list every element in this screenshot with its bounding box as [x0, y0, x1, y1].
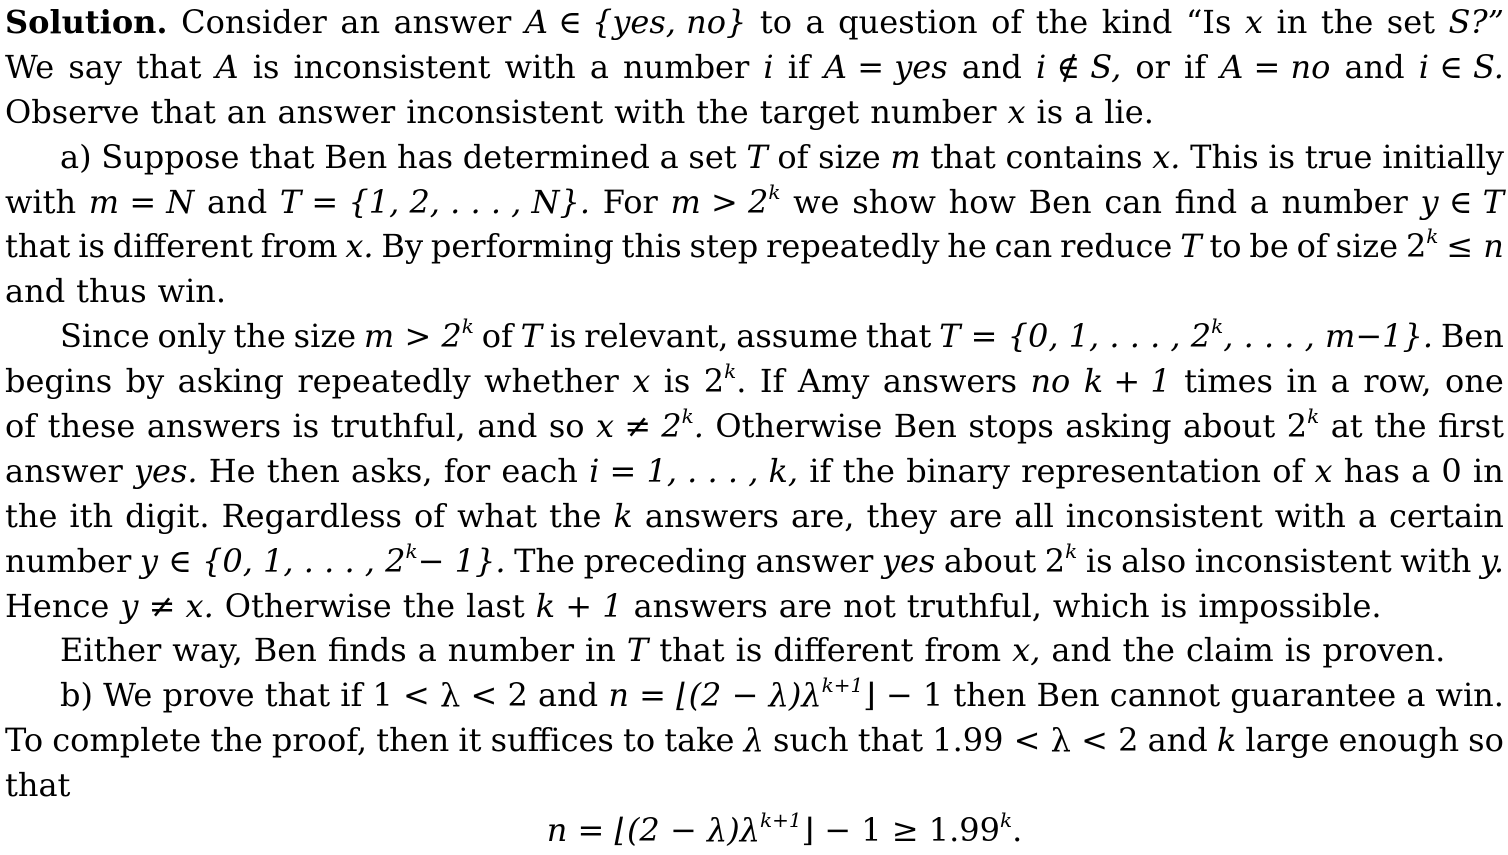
math: i ∉ S,	[1036, 47, 1122, 86]
word: that	[930, 137, 996, 176]
word: yes.	[133, 451, 198, 490]
word: asking	[177, 362, 284, 401]
word: from	[924, 631, 1002, 670]
word: the	[1320, 3, 1374, 41]
math: k	[1216, 721, 1237, 760]
word: an	[226, 92, 267, 131]
word: is	[549, 317, 577, 356]
word: repeatedly	[766, 227, 940, 266]
word: is	[1085, 541, 1113, 580]
word: and	[477, 407, 538, 446]
word: answer	[755, 541, 874, 580]
word: ith	[69, 496, 114, 535]
word: kind	[1101, 3, 1173, 41]
word: different	[112, 227, 253, 266]
math: x	[1244, 3, 1263, 41]
word: enough	[1338, 721, 1460, 760]
word: number	[870, 92, 997, 131]
math: T	[520, 317, 542, 356]
word: number	[1281, 182, 1408, 221]
word: assume	[736, 317, 859, 356]
word: the	[842, 451, 895, 490]
word: way,	[172, 631, 243, 670]
word: Ben	[253, 631, 317, 670]
display-equation	[5, 808, 1504, 853]
word: find	[1174, 182, 1238, 221]
word: truthful,	[330, 407, 466, 446]
word: that	[136, 47, 202, 86]
math: no	[1030, 362, 1071, 401]
text-line	[5, 539, 1504, 584]
word: binary	[906, 451, 1010, 490]
word: in	[1276, 3, 1308, 41]
word: we	[793, 182, 840, 221]
word: number	[447, 631, 575, 670]
word: cannot	[1109, 676, 1221, 715]
word: answers	[146, 407, 281, 446]
word: answer	[277, 92, 396, 131]
word: thus	[76, 272, 147, 311]
word: begins	[5, 362, 113, 401]
math: $m > 2^k$	[363, 314, 474, 356]
word: preceding	[583, 541, 747, 580]
word: of	[1272, 451, 1304, 490]
word: or	[1135, 47, 1170, 86]
word: step	[689, 227, 759, 266]
text-line	[5, 763, 1504, 808]
word: to	[622, 721, 656, 760]
word: the	[549, 496, 602, 535]
word: complete	[52, 721, 202, 760]
word: with	[5, 182, 77, 221]
word: answer	[393, 3, 512, 41]
word: they	[866, 496, 937, 535]
word: not	[843, 586, 896, 625]
word: if	[809, 451, 832, 490]
word: is	[292, 407, 320, 446]
word: Otherwise	[224, 586, 392, 625]
word: then	[953, 676, 1027, 715]
math: S?”	[1448, 3, 1504, 41]
word: take	[664, 721, 735, 760]
word: Amy	[797, 362, 870, 401]
word: it	[458, 721, 482, 760]
word: number	[5, 541, 132, 580]
math: i	[763, 47, 774, 86]
text-line	[5, 359, 1504, 404]
math: T	[626, 631, 649, 670]
word: set	[688, 137, 737, 176]
word: Consider	[181, 3, 327, 41]
word: a	[417, 631, 437, 670]
math: n = ⌊(2 − $\lambda)\lambda^{k+1}⌋ - 1$	[608, 673, 944, 715]
word: in	[1286, 362, 1318, 401]
word: such	[773, 721, 849, 760]
word: of	[1296, 227, 1328, 266]
word: at	[1330, 407, 1363, 446]
word: one	[1444, 362, 1504, 401]
word: asks,	[351, 451, 433, 490]
word: proven.	[1322, 631, 1446, 670]
word: guarantee	[1230, 676, 1397, 715]
math: T	[746, 137, 768, 176]
word: each	[501, 451, 578, 490]
word: Suppose	[101, 137, 240, 176]
word: stops	[968, 407, 1054, 446]
word: to	[1209, 227, 1242, 266]
math: i = 1, . . . , k,	[589, 451, 799, 490]
word: We	[5, 47, 55, 86]
word: large	[1245, 721, 1330, 760]
text-line	[5, 404, 1504, 449]
word: inconsistent	[293, 47, 491, 86]
word: a	[659, 137, 679, 176]
word: if	[1184, 47, 1207, 86]
word: Ben	[1028, 182, 1092, 221]
word: yes	[881, 541, 936, 580]
word: and	[5, 272, 66, 311]
part-label-b: b)	[60, 676, 93, 715]
word: For	[602, 182, 658, 221]
word: To	[5, 721, 44, 760]
word: asking	[1065, 407, 1172, 446]
math: $x \ne 2^k$.	[596, 404, 704, 446]
word: a	[1357, 496, 1377, 535]
word: a	[589, 47, 609, 86]
word: the	[210, 721, 263, 760]
word: he	[947, 227, 987, 266]
word: size	[1335, 227, 1399, 266]
word: has	[396, 137, 454, 176]
text-line	[5, 135, 1504, 180]
word: last	[466, 586, 525, 625]
word: that	[857, 721, 924, 760]
text-line	[5, 314, 1504, 359]
word: how	[948, 182, 1016, 221]
math: k + 1	[535, 586, 623, 625]
word: in	[1472, 451, 1504, 490]
word: that	[865, 317, 932, 356]
word: size	[818, 137, 881, 176]
word: relevant,	[584, 317, 729, 356]
word: these	[47, 407, 136, 446]
math: x,	[1012, 631, 1041, 670]
word: if	[340, 676, 363, 715]
word: The	[514, 541, 575, 580]
word: the	[1035, 3, 1089, 41]
word: and	[537, 676, 599, 715]
word: size	[293, 317, 357, 356]
word: about	[943, 541, 1037, 580]
math: y ≠ x.	[120, 586, 214, 625]
math: x	[632, 362, 651, 401]
math: A ∈ {yes, no}	[524, 3, 747, 41]
math: 2$^k$	[1044, 538, 1078, 580]
math: 2$^k$.	[703, 359, 747, 401]
word: that	[150, 92, 216, 131]
math: 2$^k$	[1405, 224, 1439, 266]
text-line	[5, 269, 1504, 314]
word: has	[1343, 451, 1400, 490]
word: row,	[1363, 362, 1432, 401]
math: ≤ n	[1446, 227, 1504, 266]
word: for	[443, 451, 491, 490]
text-line	[5, 449, 1504, 494]
word: is	[1284, 631, 1312, 670]
word: This	[1190, 137, 1259, 176]
word: a	[805, 3, 825, 41]
word: a	[1330, 362, 1350, 401]
word: Ben	[1036, 676, 1100, 715]
word: so	[548, 407, 585, 446]
word: can	[1104, 182, 1162, 221]
word: If	[759, 362, 785, 401]
word: He	[208, 451, 256, 490]
word: lie.	[1104, 92, 1154, 131]
word: “Is	[1185, 3, 1232, 41]
math: x	[1007, 92, 1026, 131]
math: x	[1314, 451, 1333, 490]
word: and	[1344, 47, 1405, 86]
word: suffices	[490, 721, 614, 760]
word: Hence	[5, 586, 110, 625]
word: answer	[5, 451, 123, 490]
word: impossible.	[1198, 586, 1382, 625]
word: inconsistent	[1194, 541, 1392, 580]
word: an	[340, 3, 381, 41]
math: T = {1, 2, . . . , N}.	[279, 182, 591, 221]
word: the	[5, 496, 58, 535]
word: that	[5, 227, 71, 266]
word: which	[1052, 586, 1150, 625]
word: with	[614, 92, 686, 131]
word: Otherwise	[715, 407, 883, 446]
part-label-a: a)	[60, 137, 92, 176]
word: Ben	[1440, 317, 1504, 356]
word: all	[1014, 496, 1054, 535]
word: this	[621, 227, 682, 266]
word: prove	[162, 676, 255, 715]
word: finds	[327, 631, 407, 670]
word: then	[376, 721, 450, 760]
word: the	[233, 317, 286, 356]
math: m = N	[88, 182, 195, 221]
word: is	[735, 631, 763, 670]
math: A = no	[1220, 47, 1331, 86]
text-line	[5, 673, 1504, 718]
word: are	[778, 586, 833, 625]
text-line	[5, 45, 1504, 90]
text-line	[5, 494, 1504, 539]
word: representation	[1021, 451, 1261, 490]
math: k	[613, 496, 633, 535]
word: a	[1074, 92, 1094, 131]
word: certain	[1388, 496, 1504, 535]
math: A = yes	[823, 47, 948, 86]
word: show	[852, 182, 936, 221]
word: Since	[60, 317, 150, 356]
math: T	[1180, 227, 1202, 266]
word: of	[991, 3, 1023, 41]
math: x.	[1152, 137, 1181, 176]
math: A	[215, 47, 239, 86]
math: y ∈ {0, 1, . . . , $2^k- 1$}.	[139, 538, 506, 580]
word: true	[1304, 137, 1373, 176]
math: i ∈ S.	[1418, 47, 1504, 86]
math: k + 1	[1083, 362, 1171, 401]
word: win.	[157, 272, 227, 311]
word: Ben	[324, 137, 388, 176]
word: performing	[430, 227, 614, 266]
word: of	[413, 496, 446, 535]
word: is	[252, 47, 280, 86]
word: is	[78, 227, 105, 266]
word: with	[504, 47, 576, 86]
word: of	[5, 407, 37, 446]
word: number	[623, 47, 750, 86]
word: times	[1184, 362, 1273, 401]
math: 1.99 < λ < 2	[932, 721, 1139, 760]
word: question	[838, 3, 978, 41]
word: answers	[644, 496, 779, 535]
word: reduce	[1060, 227, 1173, 266]
word: if	[787, 47, 810, 86]
word: a	[1406, 676, 1426, 715]
text-line	[5, 90, 1504, 135]
math: λ	[743, 721, 764, 760]
word: is	[663, 362, 691, 401]
text-line	[5, 584, 1504, 629]
text-line	[5, 0, 1504, 45]
word: say	[68, 47, 122, 86]
word: are,	[790, 496, 855, 535]
word: and	[1051, 631, 1112, 670]
math: $m > 2^k$	[670, 179, 781, 221]
word: to	[759, 3, 793, 41]
word: of	[481, 317, 513, 356]
word: that	[264, 676, 331, 715]
word: that	[659, 631, 725, 670]
word: 0	[1441, 451, 1462, 490]
word: We	[103, 676, 153, 715]
word: only	[157, 317, 226, 356]
word: digit.	[125, 496, 210, 535]
word: inconsistent	[406, 92, 604, 131]
word: with	[1274, 496, 1346, 535]
math: 1 < λ < 2	[372, 676, 528, 715]
text-line	[5, 224, 1504, 269]
word: set	[1386, 3, 1435, 41]
word: a	[1411, 451, 1431, 490]
word: Observe	[5, 92, 140, 131]
word: is	[1160, 586, 1188, 625]
math: y.	[1479, 541, 1504, 580]
word: are	[948, 496, 1003, 535]
word: what	[457, 496, 538, 535]
word: different	[773, 631, 914, 670]
word: and	[207, 182, 268, 221]
solution-heading: Solution.	[5, 3, 168, 41]
word: can	[994, 227, 1053, 266]
math: m	[890, 137, 921, 176]
word: first	[1438, 407, 1504, 446]
word: that	[249, 137, 315, 176]
word: of	[777, 137, 809, 176]
word: repeatedly	[297, 362, 471, 401]
word: whether	[484, 362, 619, 401]
word: inconsistent	[1065, 496, 1263, 535]
word: target	[759, 92, 860, 131]
word: initially	[1382, 137, 1504, 176]
word: that	[5, 766, 71, 805]
word: determined	[462, 137, 650, 176]
word: truthful,	[906, 586, 1042, 625]
word: contains	[1005, 137, 1143, 176]
word: is	[1036, 92, 1064, 131]
math: 2$^k$	[1286, 404, 1320, 446]
word: the	[1122, 631, 1175, 670]
word: win.	[1435, 676, 1504, 715]
word: claim	[1185, 631, 1274, 670]
math: y ∈ T	[1420, 182, 1504, 221]
word: and	[1147, 721, 1208, 760]
word: Either	[60, 631, 162, 670]
word: answers	[882, 362, 1017, 401]
math: n = ⌊(2 − $\lambda)\lambda^{k+1}⌋ - 1 \ge 1.99^k$.	[546, 808, 1023, 850]
word: so	[1468, 721, 1504, 760]
word: the	[696, 92, 749, 131]
word: from	[260, 227, 338, 266]
word: about	[1182, 407, 1276, 446]
word: with	[1400, 541, 1472, 580]
word: the	[1374, 407, 1427, 446]
text-line	[5, 180, 1504, 225]
word: Ben	[893, 407, 957, 446]
word: By	[381, 227, 424, 266]
word: be	[1249, 227, 1289, 266]
word: and	[961, 47, 1022, 86]
word: proof,	[271, 721, 368, 760]
text-line	[5, 718, 1504, 763]
word: then	[266, 451, 340, 490]
word: also	[1121, 541, 1187, 580]
word: is	[1268, 137, 1296, 176]
word: answers	[633, 586, 768, 625]
text-line	[5, 628, 1504, 673]
math: T = {0, 1, . . . , 2$^k$, . . . , m−1}.	[939, 314, 1434, 356]
word: the	[402, 586, 456, 625]
word: in	[585, 631, 616, 670]
word: a	[1249, 182, 1269, 221]
word: by	[125, 362, 165, 401]
word: Regardless	[221, 496, 402, 535]
math: x.	[345, 227, 374, 266]
